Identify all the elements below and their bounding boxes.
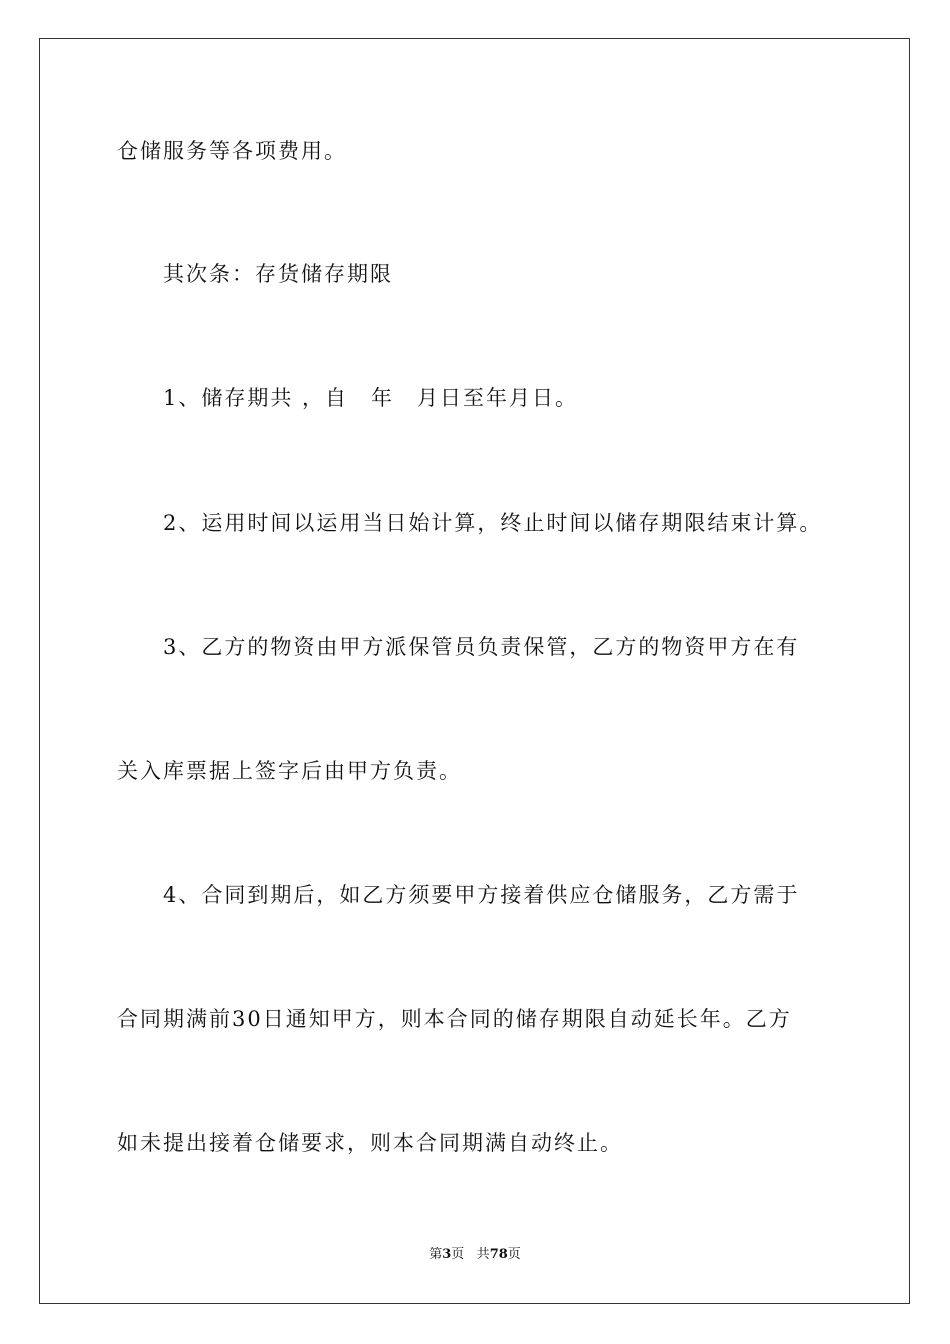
page-prefix: 第 [429,1247,443,1262]
total-prefix: 共 [476,1247,490,1262]
clause-2: 2、运用时间以运用当日始计算，终止时间以储存期限结束计算。 [163,511,823,535]
page-suffix: 页 [451,1247,465,1262]
clause-4-continued-1: 合同期满前30日通知甲方，则本合同的储存期限自动延长年。乙方 [117,1007,792,1031]
total-pages: 78 [489,1247,508,1262]
clause-1: 1、储存期共 ，自 年 月日至年月日。 [163,386,579,410]
body-line-1: 仓储服务等各项费用。 [117,139,347,163]
total-suffix: 页 [507,1247,521,1262]
page-number: 3 [442,1247,452,1262]
clause-4: 4、合同到期后，如乙方须要甲方接着供应仓储服务，乙方需于 [163,883,800,907]
page-footer [0,1247,950,1263]
clause-3: 3、乙方的物资由甲方派保管员负责保管，乙方的物资甲方在有 [163,635,800,659]
page-border [39,38,910,1304]
clause-3-continued: 关入库票据上签字后由甲方负责。 [117,759,462,783]
section-heading: 其次条：存货储存期限 [163,262,393,286]
clause-4-continued-2: 如未提出接着仓储要求，则本合同期满自动终止。 [117,1131,623,1155]
